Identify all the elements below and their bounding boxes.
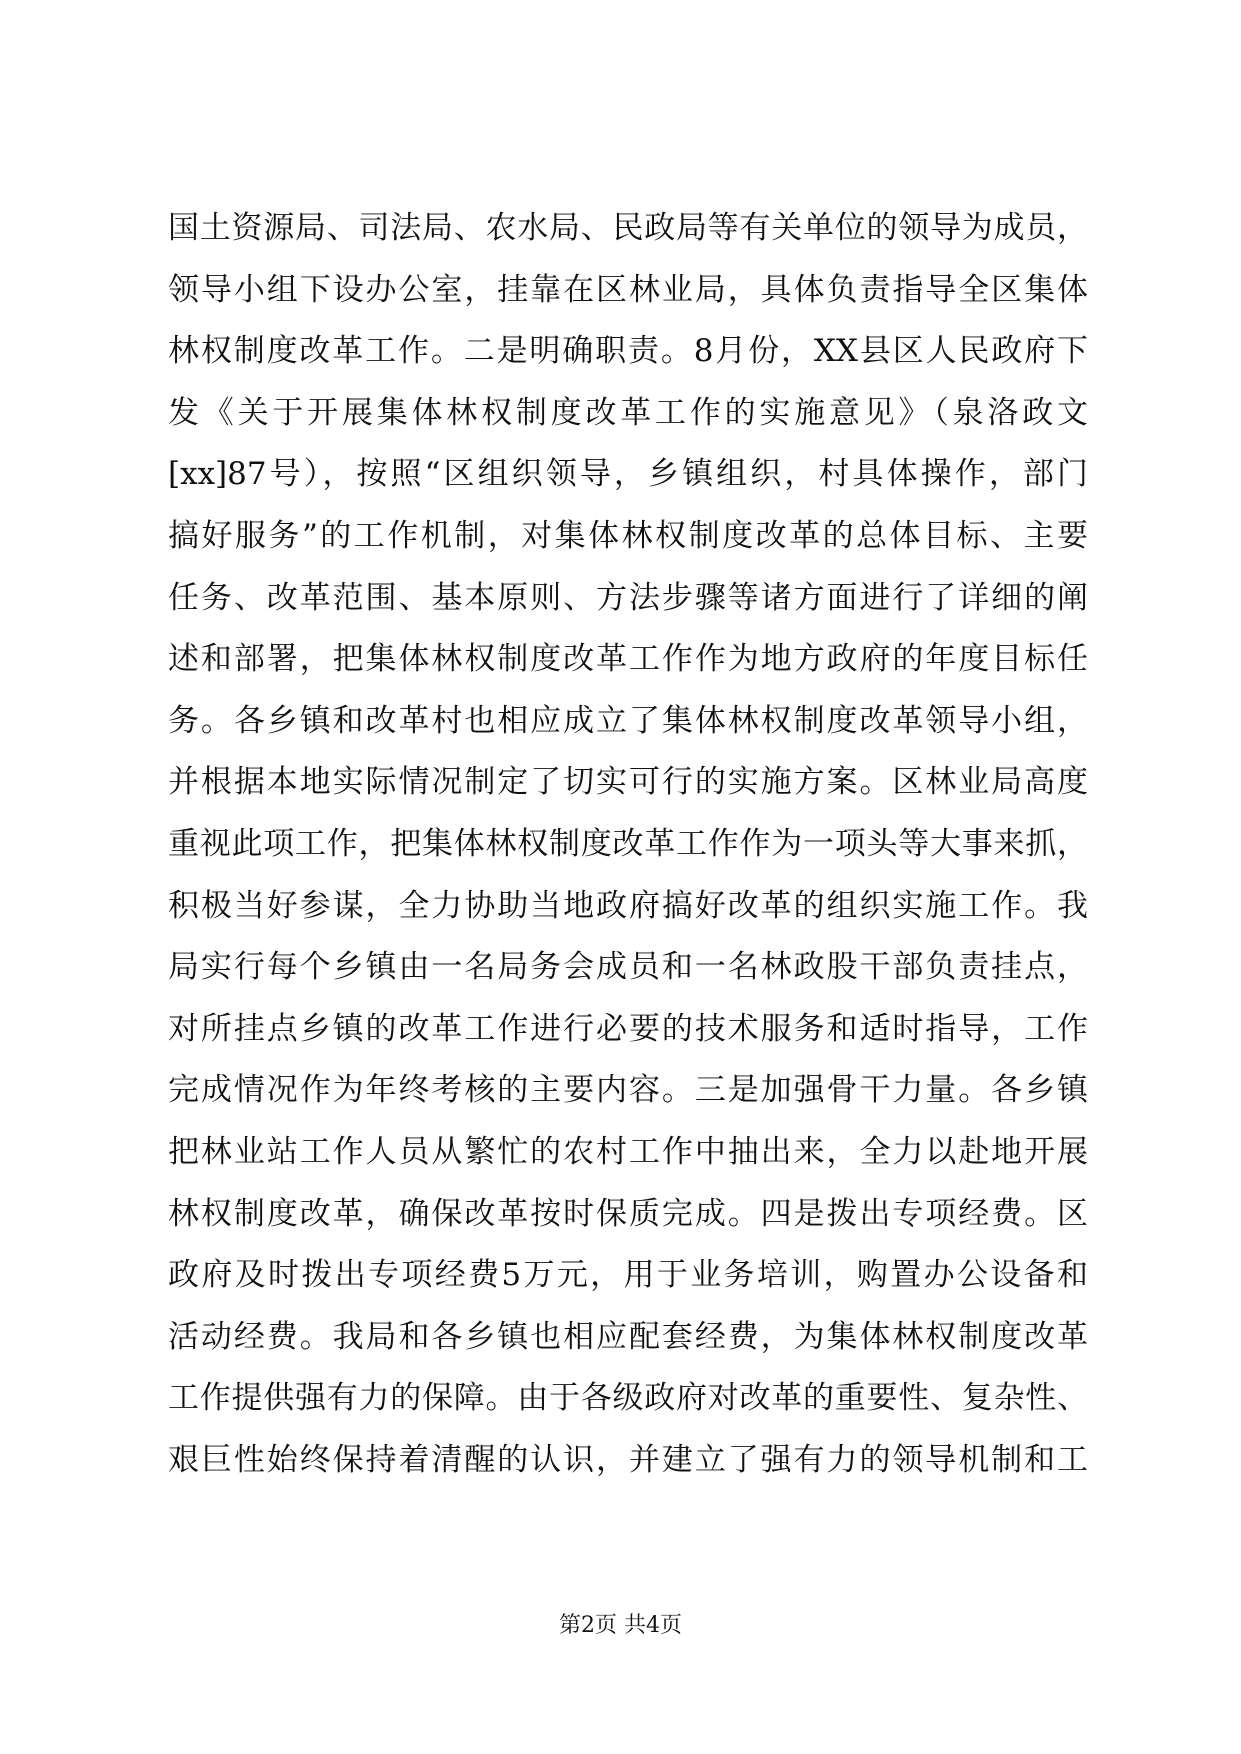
text-line: 林权制度改革，确保改革按时保质完成。四是拨出专项经费。区 <box>168 1195 1088 1232</box>
text-line: 积极当好参谋，全力协助当地政府搞好改革的组织实施工作。我 <box>168 887 1088 924</box>
text-line: 工作提供强有力的保障。由于各级政府对改革的重要性、复杂性、 <box>168 1380 1088 1417</box>
text-line: 政府及时拨出专项经费5万元，用于业务培训，购置办公设备和 <box>168 1257 1088 1294</box>
text-line: 完成情况作为年终考核的主要内容。三是加强骨干力量。各乡镇 <box>168 1072 1088 1109</box>
text-line: 任务、改革范围、基本原则、方法步骤等诸方面进行了详细的阐 <box>168 579 1088 616</box>
text-line: 务。各乡镇和改革村也相应成立了集体林权制度改革领导小组， <box>168 702 1088 739</box>
body-text <box>168 198 1088 1491</box>
text-line: 领导小组下设办公室，挂靠在区林业局，具体负责指导全区集体 <box>168 271 1088 308</box>
page-number-footer: 第2页 共4页 <box>559 1613 682 1638</box>
text-line: 林权制度改革工作。二是明确职责。8月份，XX县区人民政府下 <box>168 333 1088 370</box>
text-line: 述和部署，把集体林权制度改革工作作为地方政府的年度目标任 <box>168 641 1088 678</box>
text-line: 艰巨性始终保持着清醒的认识，并建立了强有力的领导机制和工 <box>168 1441 1088 1478</box>
text-line: 发《关于开展集体林权制度改革工作的实施意见》（泉洛政文 <box>168 394 1088 431</box>
text-line: 重视此项工作，把集体林权制度改革工作作为一项头等大事来抓， <box>168 825 1088 862</box>
text-line: 对所挂点乡镇的改革工作进行必要的技术服务和适时指导，工作 <box>168 1010 1088 1047</box>
text-line: 国土资源局、司法局、农水局、民政局等有关单位的领导为成员， <box>168 210 1088 246</box>
text-line: 活动经费。我局和各乡镇也相应配套经费，为集体林权制度改革 <box>168 1318 1088 1355</box>
text-line: [xx]87号），按照“区组织领导，乡镇组织，村具体操作，部门 <box>168 456 1088 493</box>
text-line: 搞好服务”的工作机制，对集体林权制度改革的总体目标、主要 <box>168 517 1088 554</box>
text-line: 把林业站工作人员从繁忙的农村工作中抽出来，全力以赴地开展 <box>168 1133 1088 1170</box>
text-line: 局实行每个乡镇由一名局务会成员和一名林政股干部负责挂点， <box>168 949 1088 986</box>
text-line: 并根据本地实际情况制定了切实可行的实施方案。区林业局高度 <box>168 764 1088 801</box>
